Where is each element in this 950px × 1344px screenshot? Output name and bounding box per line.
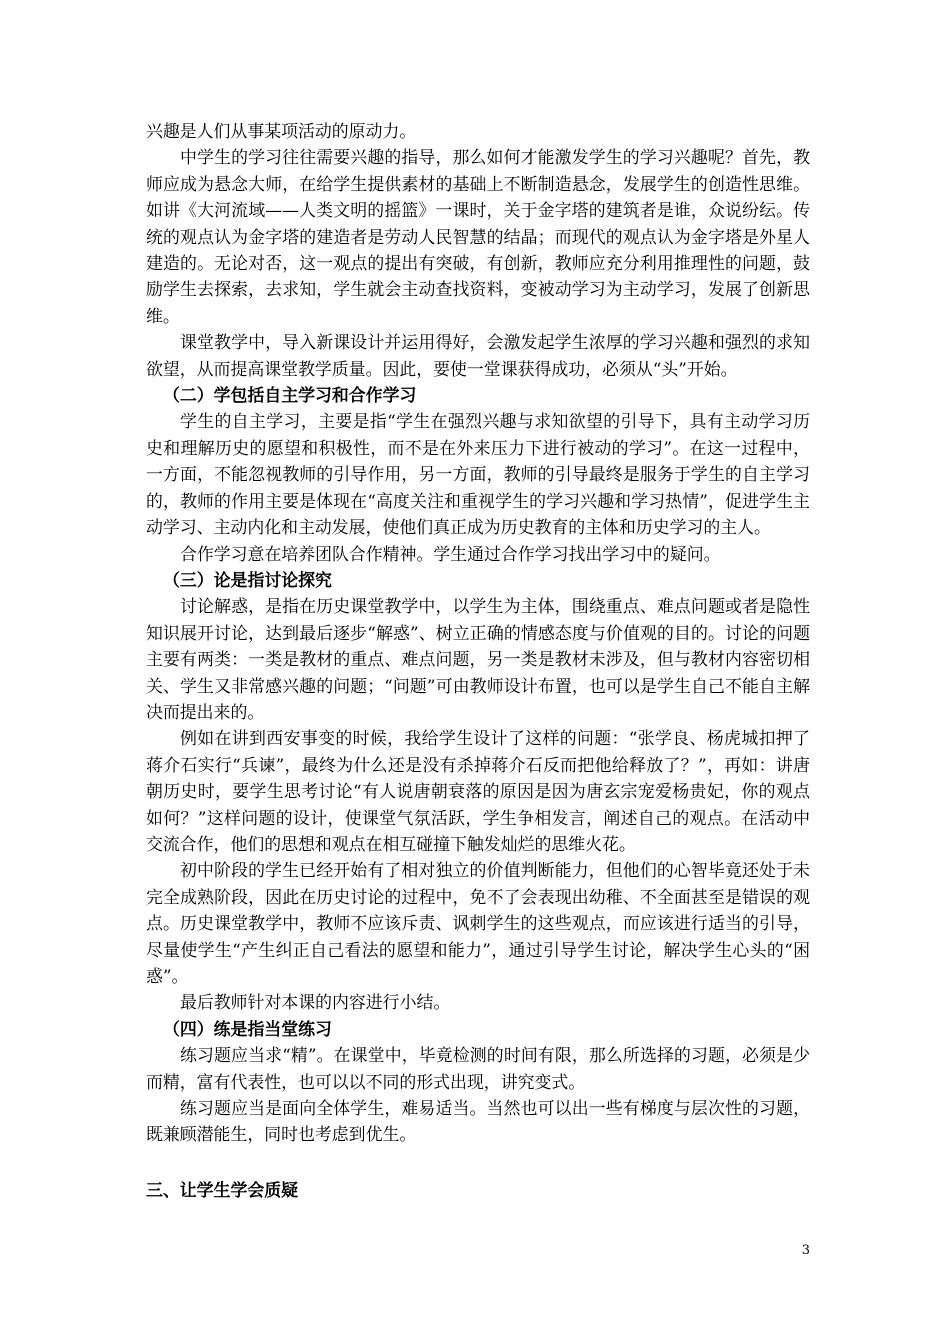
paragraph-lesson-introduction: 课堂教学中，导入新课设计并运用得好，会激发起学生浓厚的学习兴趣和强烈的求知欲望，从而提高课堂教学质量。因此，要使一堂课获得成功，必须从“头”开始。 <box>146 332 810 379</box>
paragraph-practice-all-students: 练习题应当是面向全体学生，难易适当。当然也可以出一些有梯度与层次性的习题，既兼顾潜能生，同时也考虑到优生。 <box>146 1098 810 1145</box>
paragraph-practice-refined: 练习题应当求“精”。在课堂中，毕竟检测的时间有限，那么所选择的习题，必须是少而精，富有代表性，也可以以不同的形式出现，讲究变式。 <box>146 1045 810 1092</box>
paragraph-interest-motivation: 兴趣是人们从事某项活动的原动力。 <box>146 121 417 141</box>
paragraph-xian-incident-example: 例如在讲到西安事变的时候，我给学生设计了这样的问题：“张学良、杨虎城扣押了蒋介石实行“兵谏”，最终为什么还是没有杀掉蒋介石反而把他给释放了？”，再如：讲唐朝历史时，要学生思考讨论“有人说唐朝衰落的原因是因为唐玄宗宠爱杨贵妃，你的观点如何？”这样问题的设计，使课堂气氛活跃，学生争相发言，阐述自己的观点。在活动中交流合作，他们的思想和观点在相互碰撞下触发灿烂的思维火花。 <box>146 728 810 854</box>
page-number: 3 <box>801 1243 810 1258</box>
paragraph-student-judgment: 初中阶段的学生已经开始有了相对独立的价值判断能力，但他们的心智毕竟还处于未完全成熟阶段，因此在历史讨论的过程中，免不了会表现出幼稚、不全面甚至是错误的观点。历史课堂教学中，教师不应该斥责、讽刺学生的这些观点，而应该进行适当的引导，尽量使学生“产生纠正自己看法的愿望和能力”，通过引导学生讨论，解决学生心头的“困惑”。 <box>146 860 810 986</box>
paragraph-suspense-master: 中学生的学习往往需要兴趣的指导，那么如何才能激发学生的学习兴趣呢？首先，教师应成为悬念大师，在给学生提供素材的基础上不断制造悬念，发展学生的创造性思维。如讲《大河流域——人类文明的摇篮》一课时，关于金字塔的建筑者是谁，众说纷纭。传统的观点认为金字塔的建造者是劳动人民智慧的结晶；而现代的观点认为金字塔是外星人建造的。无论对否，这一观点的提出有突破，有创新，教师应充分利用推理性的问题，鼓励学生去探索，去求知，学生就会主动查找资料，变被动学习为主动学习，发展了创新思维。 <box>146 147 810 326</box>
document-body <box>146 118 810 1203</box>
paragraph-discussion-definition: 讨论解惑，是指在历史课堂教学中，以学生为主体，围绕重点、难点问题或者是隐性知识展开讨论，达到最后逐步“解惑”、树立正确的情感态度与价值观的目的。讨论的问题主要有两类：一类是教材的重点、难点问题，另一类是教材未涉及，但与教材内容密切相关、学生又非常感兴趣的问题；“问题”可由教师设计布置，也可以是学生自己不能自主解决而提出来的。 <box>146 596 810 722</box>
paragraph-cooperative-learning: 合作学习意在培养团队合作精神。学生通过合作学习找出学习中的疑问。 <box>180 543 721 564</box>
subheading-practice: （四）练是指当堂练习 <box>163 1018 332 1039</box>
paragraph-autonomous-learning: 学生的自主学习，主要是指“学生在强烈兴趣与求知欲望的引导下，具有主动学习历史和理解历史的愿望和积极性，而不是在外来压力下进行被动的学习”。在这一过程中，一方面，不能忽视教师的引导作用，另一方面，教师的引导最终是服务于学生的自主学习的，教师的作用主要是体现在“高度关注和重视学生的学习兴趣和学习热情”，促进学生主动学习、主动内化和主动发展，使他们真正成为历史教育的主体和历史学习的主人。 <box>146 411 810 538</box>
section-heading-questioning: 三、让学生学会质疑 <box>146 1179 299 1200</box>
subheading-learning: （二）学包括自主学习和合作学习 <box>163 385 417 406</box>
paragraph-teacher-summary: 最后教师针对本课的内容进行小结。 <box>180 992 451 1013</box>
subheading-discussion: （三）论是指讨论探究 <box>163 569 332 590</box>
